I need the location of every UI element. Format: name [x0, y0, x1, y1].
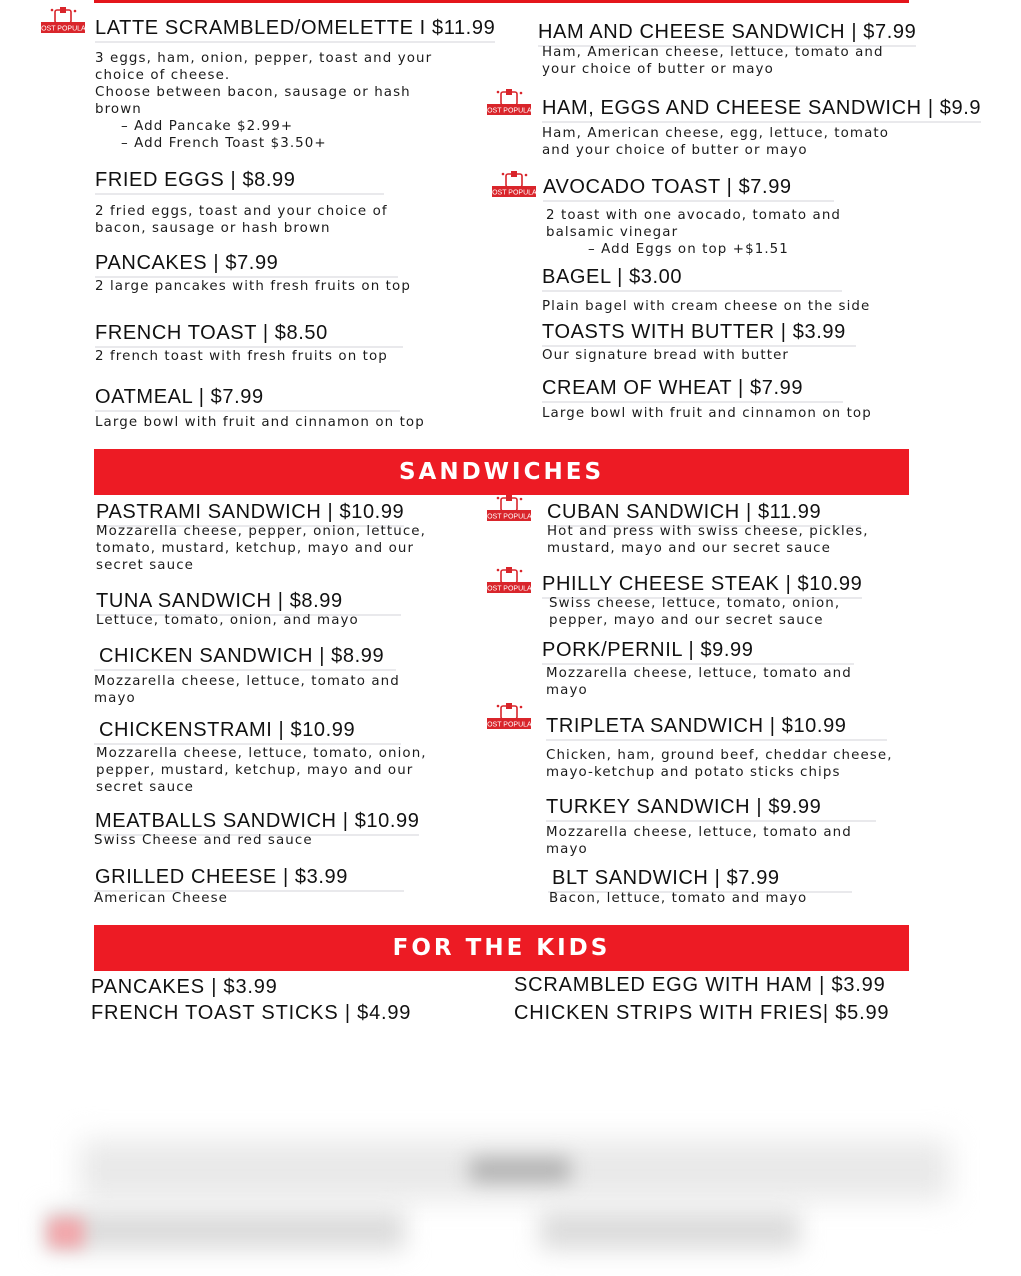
item-title: BAGEL | $3.00 — [542, 265, 842, 292]
item-title: CHICKEN SANDWICH | $8.99 — [94, 644, 396, 671]
menu-item-blt — [548, 866, 852, 907]
svg-text:MOST POPULAR: MOST POPULAR — [481, 721, 537, 729]
blurred-item-left — [45, 1210, 405, 1250]
item-description: Mozzarella cheese, lettuce, tomato and mayo — [546, 666, 852, 698]
svg-text:MOST POPULAR: MOST POPULAR — [35, 25, 91, 33]
item-title: CHICKENSTRAMI | $10.99 — [94, 718, 401, 745]
item-description: Bacon, lettuce, tomato and mayo — [549, 891, 808, 906]
item-description: 2 large pancakes with fresh fruits on top — [95, 279, 411, 294]
item-title: CUBAN SANDWICH | $11.99 — [547, 500, 861, 527]
menu-item-tuna — [96, 589, 401, 629]
item-title: PASTRAMI SANDWICH | $10.99 — [96, 500, 404, 527]
svg-text:MOST POPULAR: MOST POPULAR — [481, 107, 537, 115]
item-title: OATMEAL | $7.99 — [95, 385, 400, 412]
item-title: HAM, EGGS AND CHEESE SANDWICH | $9.9 — [542, 96, 981, 123]
menu-item-cream-of-wheat — [542, 376, 872, 422]
item-description: Ham, American cheese, egg, lettuce, tomato and your choice of butter or mayo — [542, 126, 890, 158]
item-title: GRILLED CHEESE | $3.99 — [94, 865, 404, 892]
kids-item: CHICKEN STRIPS WITH FRIES| $5.99 — [514, 1002, 890, 1024]
menu-item-pastrami — [96, 500, 426, 574]
menu-item-fried-eggs — [95, 168, 388, 237]
menu-item-cuban — [547, 500, 869, 557]
menu-item-toasts-butter — [542, 320, 856, 364]
item-title: PANCAKES | $7.99 — [95, 251, 398, 278]
item-description: 2 toast with one avocado, tomato and balsamic vinegar – Add Eggs on top +$1.51 — [546, 208, 842, 257]
kids-item: SCRAMBLED EGG WITH HAM | $3.99 — [514, 974, 886, 996]
blurred-item-right — [540, 1210, 800, 1250]
menu-item-chicken — [94, 644, 400, 707]
blurred-heading — [470, 1158, 570, 1182]
section-heading-sandwiches: SANDWICHES — [94, 449, 909, 495]
item-title: FRENCH TOAST | $8.50 — [95, 321, 403, 348]
item-description: Hot and press with swiss cheese, pickles, mustard, mayo and our secret sauce — [547, 524, 869, 556]
item-title: TUNA SANDWICH | $8.99 — [96, 589, 401, 616]
most-popular-badge-icon — [486, 170, 542, 202]
item-title: AVOCADO TOAST | $7.99 — [543, 175, 834, 202]
menu-item-tripleta — [546, 714, 893, 781]
menu-item-pork — [542, 638, 854, 699]
menu-item-chickenstrami — [94, 718, 427, 796]
item-description: Our signature bread with butter — [542, 348, 790, 363]
menu-item-ham-eggs-cheese — [542, 96, 987, 159]
menu-item-philly — [542, 572, 862, 629]
svg-text:MOST POPULAR: MOST POPULAR — [481, 513, 537, 521]
most-popular-badge-icon — [35, 6, 91, 38]
kids-item: PANCAKES | $3.99 — [91, 976, 278, 998]
item-description: Swiss cheese, lettuce, tomato, onion, pepper, mayo and our secret sauce — [549, 596, 841, 628]
item-description: Lettuce, tomato, onion, and mayo — [96, 613, 359, 628]
menu-item-avocado-toast — [543, 175, 841, 258]
kids-item: FRENCH TOAST STICKS | $4.99 — [91, 1002, 412, 1024]
menu-item-meatballs — [94, 809, 419, 849]
item-description: Mozzarella cheese, lettuce, tomato and mayo — [94, 674, 400, 706]
menu-item-pancakes — [95, 251, 411, 295]
menu-item-french-toast — [95, 321, 403, 365]
menu-item-latte — [95, 16, 495, 152]
item-description: 2 fried eggs, toast and your choice of bacon, sausage or hash brown — [95, 204, 388, 236]
item-title: HAM AND CHEESE SANDWICH | $7.99 — [538, 20, 916, 47]
item-description: American Cheese — [94, 891, 229, 906]
item-description: Mozzarella cheese, lettuce, tomato, onion, pepper, mustard, ketchup, mayo and our secret sauce — [96, 746, 427, 795]
item-title: PHILLY CHEESE STEAK | $10.99 — [542, 572, 862, 599]
item-title: MEATBALLS SANDWICH | $10.99 — [94, 809, 419, 836]
menu-item-turkey — [546, 795, 876, 858]
menu-item-bagel — [542, 265, 870, 315]
most-popular-badge-icon — [481, 702, 537, 734]
item-description: Large bowl with fruit and cinnamon on top — [542, 406, 872, 421]
item-title: TOASTS WITH BUTTER | $3.99 — [542, 320, 856, 347]
item-title: TURKEY SANDWICH | $9.99 — [546, 795, 876, 822]
item-title: CREAM OF WHEAT | $7.99 — [542, 376, 843, 403]
item-title: LATTE SCRAMBLED/OMELETTE I $11.99 — [95, 16, 495, 43]
item-description: Plain bagel with cream cheese on the side — [542, 299, 871, 314]
item-description: Large bowl with fruit and cinnamon on top — [95, 415, 425, 430]
menu-item-grilled-cheese — [94, 865, 404, 907]
most-popular-badge-icon — [481, 566, 537, 598]
item-description: Mozzarella cheese, pepper, onion, lettuce, tomato, mustard, ketchup, mayo and our secret sauce — [96, 524, 427, 573]
item-description: Swiss Cheese and red sauce — [94, 833, 313, 848]
item-title: FRIED EGGS | $8.99 — [95, 168, 384, 195]
svg-text:MOST POPULAR: MOST POPULAR — [486, 189, 542, 197]
item-title: TRIPLETA SANDWICH | $10.99 — [546, 714, 887, 741]
item-title: BLT SANDWICH | $7.99 — [548, 866, 852, 893]
menu-item-ham-cheese — [538, 20, 916, 78]
svg-text:MOST POPULAR: MOST POPULAR — [481, 585, 537, 593]
item-description: 3 eggs, ham, onion, pepper, toast and your choice of cheese. Choose between bacon, sausage or hash brown – Add Pancake $2.99+ – Add French Toast $3.50+ — [95, 51, 433, 151]
item-title: PORK/PERNIL | $9.99 — [542, 638, 854, 665]
menu-item-oatmeal — [95, 385, 425, 431]
top-accent-bar — [94, 0, 909, 3]
item-description: Mozzarella cheese, lettuce, tomato and mayo — [546, 825, 852, 857]
item-description: Ham, American cheese, lettuce, tomato and your choice of butter or mayo — [542, 45, 884, 77]
most-popular-badge-icon — [481, 494, 537, 526]
most-popular-badge-icon — [481, 88, 537, 120]
blurred-badge-icon — [48, 1218, 84, 1248]
section-heading-kids: FOR THE KIDS — [94, 925, 909, 971]
item-description: Chicken, ham, ground beef, cheddar cheese, mayo-ketchup and potato sticks chips — [546, 748, 893, 780]
item-description: 2 french toast with fresh fruits on top — [95, 349, 388, 364]
